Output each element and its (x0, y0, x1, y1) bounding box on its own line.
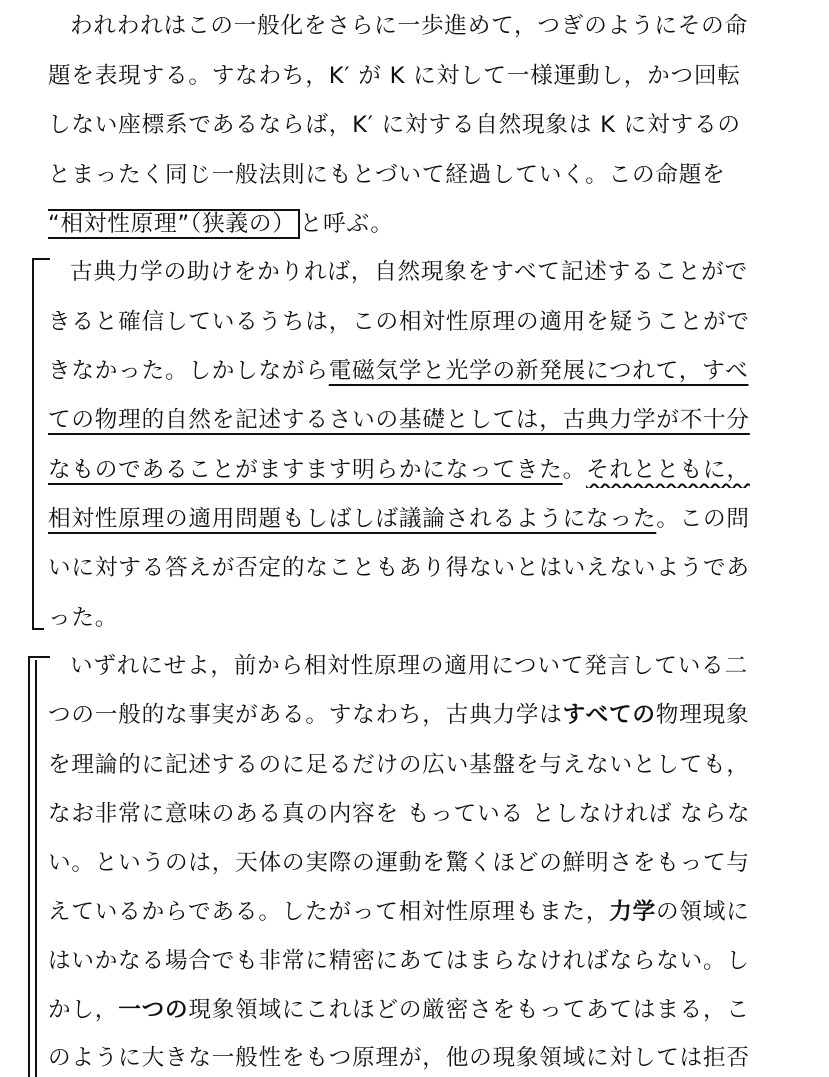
p1-line-5 (48, 206, 788, 242)
p1-line-3: しない座標系であるならば，K′ に対する自然現象は K に対するの (48, 112, 741, 138)
p2-line-1: 古典力学の助けをかりれば，自然現象をすべて記述することがで (70, 259, 748, 285)
p1-line-4: とまったく同じ一般法則にもとづいて経過していく。この命題を (48, 162, 726, 188)
p3-line-6 (48, 894, 788, 930)
p2-line-6-b: 。この問 (656, 506, 750, 532)
p2-line-7: いに対する答えが否定的なこともあり得ないとはいえないようであ (48, 555, 750, 581)
p1-line-2: 題を表現する。すなわち，K′ が K に対して一様運動し，かつ回転 (48, 63, 741, 89)
p3-line-5: い。というのは，天体の実際の運動を驚くほどの鮮明さをもって与 (48, 850, 750, 876)
p3-line-9: のように大きな一般性をもつ原理が，他の現象領域に対しては拒否 (48, 1045, 750, 1071)
p2-line-5 (48, 452, 788, 488)
wavy-underlined-text: それとともに， (586, 457, 750, 483)
p2-line-6 (48, 501, 788, 537)
boxed-term: “相対性原理”（狭義の） (48, 209, 300, 239)
underlined-text: なものであることがますます明らかになってきた (48, 457, 563, 483)
p2-line-3 (48, 353, 788, 389)
margin-bracket-top (32, 258, 50, 260)
margin-double-line-outer (28, 656, 30, 1077)
p3-line-6-a: えているからである。したがって相対性原理もまた， (48, 899, 610, 925)
p3-line-8-c: 現象領域にこれほどの厳密さをもってあてはまる，こ (188, 997, 750, 1023)
p3-line-3: を理論的に記述するのに足るだけの広い基盤を与えないとしても， (48, 752, 750, 778)
bold-text: 一つの (118, 997, 189, 1023)
p2-line-4 (48, 402, 788, 438)
p3-line-8 (48, 992, 788, 1028)
p3-line-2-a: つの一般的な事実がある。すなわち，古典力学は (48, 702, 563, 728)
p1-line-1: われわれはこの一般化をさらに一歩進めて，つぎのようにその命 (70, 13, 748, 39)
p3-line-1: いずれにせよ，前から相対性原理の適用について発言している二 (70, 653, 748, 679)
p3-line-2-c: 物理現象 (655, 702, 750, 728)
margin-bracket-bottom (32, 628, 44, 630)
bold-text: 力学 (609, 899, 657, 925)
p2-line-5-b: 。 (562, 457, 587, 483)
underlined-text: 電磁気学と光学の新発展につれて，すべ (328, 358, 749, 384)
p2-line-8: った。 (48, 605, 119, 631)
p3-line-8-a: かし， (48, 997, 119, 1023)
p3-line-2 (48, 697, 788, 733)
margin-bracket-vertical (32, 258, 34, 630)
p3-line-4: なお非常に意味のある真の内容を もっている としなければ ならな (48, 801, 751, 827)
underlined-text: ての物理的自然を記述するさいの基礎としては，古典力学が不十分 (48, 407, 750, 433)
underlined-text: 相対性原理の適用問題もしばしば議論されるようになった (48, 506, 657, 532)
margin-double-line-top (28, 656, 50, 658)
margin-double-line-inner (35, 660, 37, 1077)
p2-line-3-a: きなかった。しかしながら (48, 358, 329, 384)
bold-text: すべての (562, 702, 656, 728)
p1-line-5-rest: と呼ぶ。 (299, 211, 394, 237)
p3-line-6-c: の領域に (656, 899, 750, 925)
p3-line-7: はいかなる場合でも非常に精密にあてはまらなければならない。し (48, 948, 750, 974)
p2-line-2: きると確信しているうちは，この相対性原理の適用を疑うことがで (48, 309, 750, 335)
